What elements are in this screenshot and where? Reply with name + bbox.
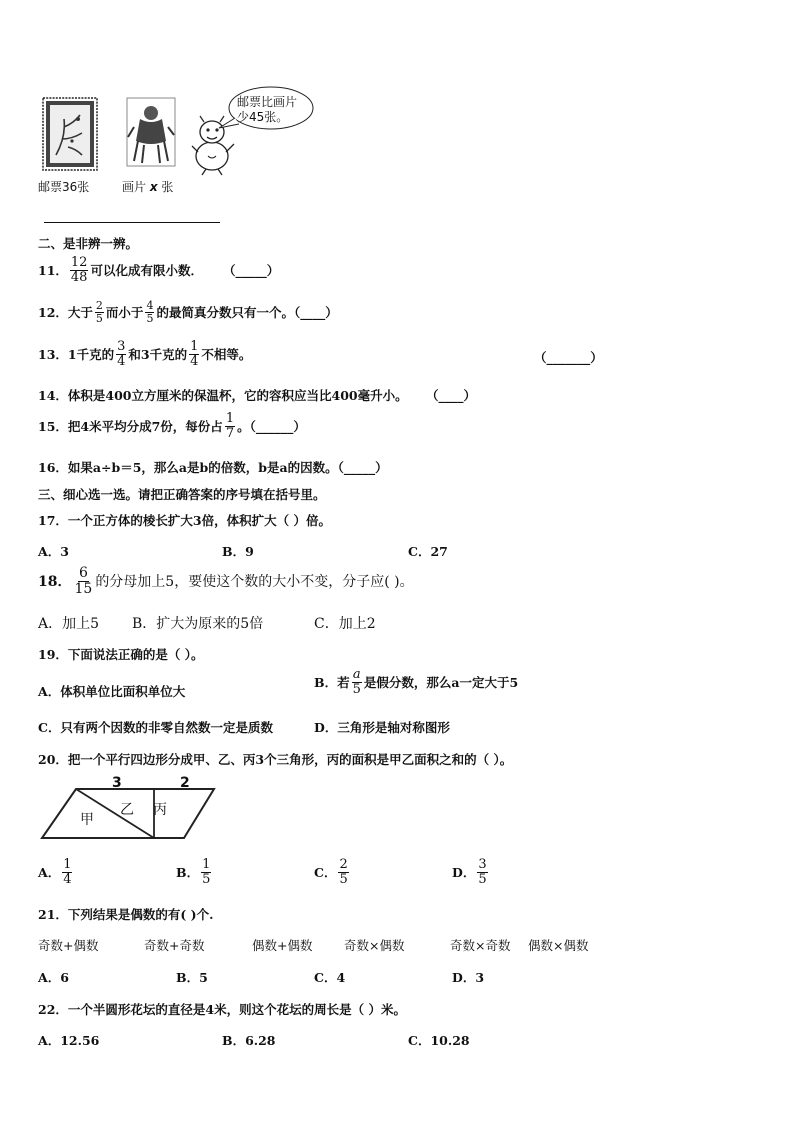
label-2: 2	[180, 776, 190, 791]
q21-item-6: 偶数×偶数	[528, 938, 589, 953]
answer-blank-13[interactable]: （_______）	[534, 350, 603, 365]
q21-item-5: 奇数×奇数	[450, 938, 511, 953]
question-13: 13． 1千克的 $\frac{3}{4}$ 和3千克的 $\frac{1}{4}$ 不相等。	[38, 339, 252, 369]
stamp-caption: 邮票36张	[38, 180, 90, 194]
option-22-b[interactable]: B．6.28	[222, 1033, 276, 1048]
q21-item-4: 奇数×偶数	[344, 938, 405, 953]
q21-item-3: 偶数+偶数	[252, 938, 313, 953]
parallelogram-diagram	[38, 776, 218, 846]
option-20-c[interactable]: C． $\frac{2}{5}$	[314, 857, 348, 887]
question-15: 15． 把4米平均分成7份，每份占 $\frac{1}{7}$ 。（______）	[38, 411, 306, 441]
question-18: 18． $\frac{6}{15}$ 的分母加上5，要使这个数的大小不变，分子应( )。	[38, 565, 414, 597]
speech-bubble	[215, 84, 315, 136]
picture-card-image	[126, 97, 176, 167]
answer-blank-11[interactable]: （_____）	[222, 263, 280, 279]
option-21-b[interactable]: B．5	[176, 970, 208, 985]
option-21-c[interactable]: C．4	[314, 970, 346, 985]
question-14: 14．体积是400立方厘米的保温杯，它的容积应当比400毫升小。 （____）	[38, 388, 476, 403]
question-22: 22．一个半圆形花坛的直径是4米，则这个花坛的周长是（ ）米。	[38, 1002, 406, 1017]
stamp-image	[42, 97, 98, 171]
option-21-a[interactable]: A．6	[38, 970, 69, 985]
label-3: 3	[112, 776, 122, 791]
answer-blank-14[interactable]: （____）	[425, 388, 476, 403]
question-12: 12． 大于 $\frac{2}{5}$ 而小于 $\frac{4}{5}$ 的最简真分数只有一个。（____）	[38, 299, 338, 325]
q21-item-1: 奇数+偶数	[38, 938, 99, 953]
option-21-d[interactable]: D．3	[452, 970, 485, 985]
option-19-a[interactable]: A．体积单位比面积单位大	[38, 684, 186, 699]
option-20-a[interactable]: A． $\frac{1}{4}$	[38, 857, 72, 887]
answer-line	[44, 222, 220, 223]
question-17: 17．一个正方体的棱长扩大3倍，体积扩大（ ）倍。	[38, 513, 331, 528]
option-17-a[interactable]: A．3	[38, 544, 69, 559]
option-18-a[interactable]: A．加上5	[38, 616, 100, 632]
option-18-c[interactable]: C．加上2	[314, 616, 376, 632]
q21-item-2: 奇数+奇数	[144, 938, 205, 953]
speech-line-1: 邮票比画片	[237, 95, 298, 109]
label-bing: 丙	[153, 802, 167, 818]
option-19-d[interactable]: D．三角形是轴对称图形	[314, 720, 450, 735]
question-21: 21．下列结果是偶数的有( )个.	[38, 907, 214, 922]
option-17-b[interactable]: B．9	[222, 544, 254, 559]
question-16-text[interactable]: 如果a÷b＝5，那么a是b的倍数，b是a的因数。（_____）	[67, 460, 388, 475]
picture-caption: 画片 x 张	[122, 180, 174, 194]
section-3-title: 三、细心选一选。请把正确答案的序号填在括号里。	[38, 487, 326, 502]
question-19: 19．下面说法正确的是（ ）。	[38, 647, 204, 662]
option-20-d[interactable]: D． $\frac{3}{5}$	[452, 857, 487, 887]
answer-blank-15[interactable]: 。（______）	[237, 419, 306, 435]
option-22-c[interactable]: C．10.28	[408, 1033, 470, 1048]
answer-blank-12[interactable]: 的最简真分数只有一个。（____）	[156, 305, 338, 321]
speech-line-2: 少45张。	[237, 110, 289, 124]
label-jia: 甲	[80, 812, 94, 828]
section-2-title: 二、是非辨一辨。	[38, 236, 139, 251]
option-19-b[interactable]: B．若 $\frac{a}{5}$ 是假分数，那么a一定大于5	[314, 667, 519, 697]
option-20-b[interactable]: B． $\frac{1}{5}$	[176, 857, 211, 887]
option-22-a[interactable]: A．12.56	[38, 1033, 100, 1048]
option-18-b[interactable]: B．扩大为原来的5倍	[132, 616, 264, 632]
option-17-c[interactable]: C．27	[408, 544, 448, 559]
question-11: 11． $\frac{12}{48}$ 可以化成有限小数． （_____）	[38, 255, 280, 285]
question-20: 20．把一个平行四边形分成甲、乙、丙3个三角形，丙的面积是甲乙面积之和的（ ）。	[38, 752, 513, 767]
option-19-c[interactable]: C．只有两个因数的非零自然数一定是质数	[38, 720, 273, 735]
label-yi: 乙	[120, 802, 134, 818]
question-16: 16．如果a÷b＝5，那么a是b的倍数，b是a的因数。（_____）	[38, 460, 388, 475]
